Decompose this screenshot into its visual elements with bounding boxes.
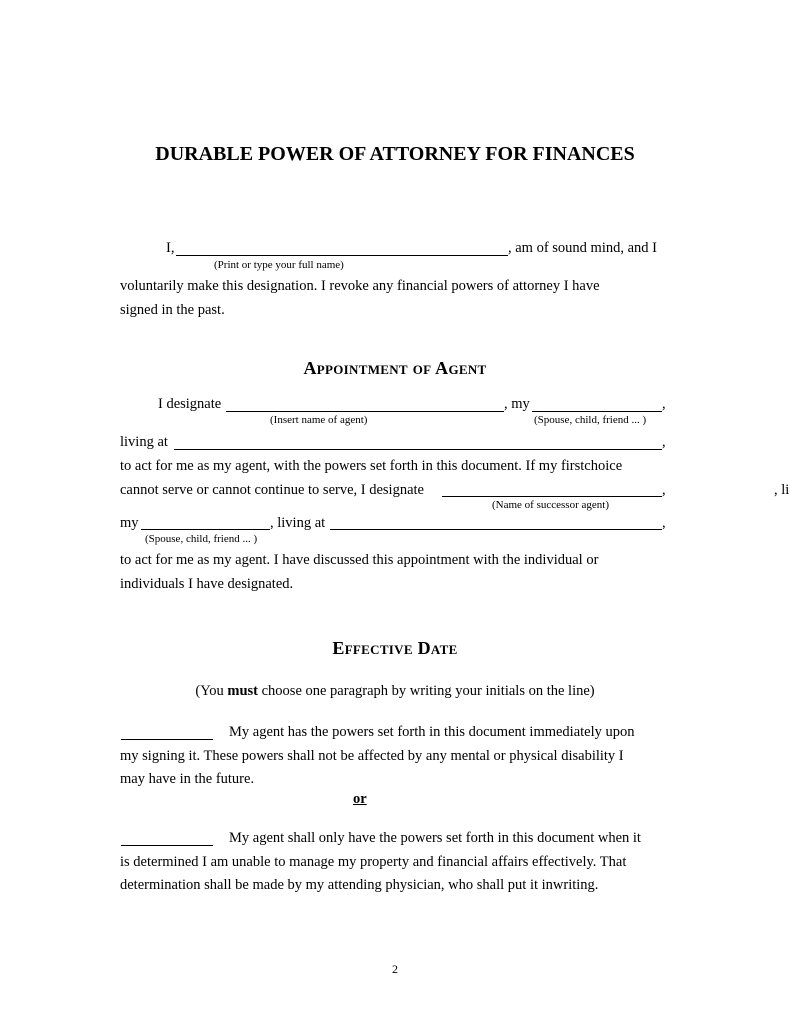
- successor-relation-caption: (Spouse, child, friend ... ): [145, 533, 258, 545]
- agent-relation-blank[interactable]: [532, 411, 662, 412]
- instruction-pre: (You: [195, 683, 228, 699]
- comma-4: ,: [662, 515, 666, 531]
- intro-line-2: voluntarily make this designation. I revoke any financial powers of attorney I have: [120, 278, 600, 294]
- document-title: DURABLE POWER OF ATTORNEY FOR FINANCES: [155, 143, 635, 165]
- appointment-line-4: to act for me as my agent, with the powers set forth in this document. If my firstchoice: [120, 458, 623, 474]
- overflow-text: , li: [774, 482, 790, 498]
- option2-initials-blank[interactable]: [121, 845, 213, 846]
- option2-line-2: is determined I am unable to manage my property and financial affairs effectively. That: [120, 854, 627, 870]
- option1-line-2: my signing it. These powers shall not be affected by any mental or physical disability I: [120, 748, 624, 764]
- instruction-must: must: [227, 683, 258, 699]
- option1-initials-blank[interactable]: [121, 739, 213, 740]
- effective-instruction: [0, 683, 790, 700]
- agent-name-blank[interactable]: [226, 411, 504, 412]
- appointment-line-7: to act for me as my agent. I have discussed this appointment with the individual or: [120, 552, 599, 568]
- page-number: 2: [392, 962, 398, 976]
- designate-prefix: I designate: [158, 396, 222, 412]
- comma-2: ,: [662, 434, 666, 450]
- agent-name-caption: (Insert name of agent): [270, 414, 368, 426]
- option1-line-1: My agent has the powers set forth in this document immediately upon: [229, 724, 635, 740]
- living-at-mid: , living at: [270, 515, 326, 531]
- successor-name-blank[interactable]: [442, 496, 662, 497]
- successor-relation-blank[interactable]: [141, 529, 270, 530]
- agent-relation-caption: (Spouse, child, friend ... ): [534, 414, 647, 426]
- agent-address-blank[interactable]: [174, 449, 662, 450]
- intro-suffix: , am of sound mind, and I: [508, 240, 658, 256]
- successor-address-blank[interactable]: [330, 529, 662, 530]
- my-text: , my: [504, 396, 530, 412]
- option2-line-3: determination shall be made by my attending physician, who shall put it inwriting.: [120, 877, 599, 893]
- or-separator: or: [353, 791, 367, 807]
- intro-prefix: I,: [166, 240, 175, 256]
- successor-designate-prefix: cannot serve or cannot continue to serve, I designate: [120, 482, 424, 498]
- effective-date-heading: Effective Date: [332, 638, 458, 658]
- appointment-heading: Appointment of Agent: [303, 358, 487, 378]
- instruction-post: choose one paragraph by writing your initials on the line): [257, 683, 595, 699]
- comma-3: ,: [662, 482, 666, 498]
- successor-caption: (Name of successor agent): [492, 499, 609, 511]
- intro-line-3: signed in the past.: [120, 302, 225, 318]
- living-at-label: living at: [120, 434, 168, 450]
- full-name-caption: (Print or type your full name): [214, 259, 344, 271]
- full-name-blank[interactable]: [176, 255, 508, 256]
- option1-line-3: may have in the future.: [120, 771, 255, 787]
- comma-1: ,: [662, 396, 666, 412]
- appointment-line-8: individuals I have designated.: [120, 576, 294, 592]
- my-prefix: my: [120, 515, 139, 531]
- option2-line-1: My agent shall only have the powers set forth in this document when it: [229, 830, 641, 846]
